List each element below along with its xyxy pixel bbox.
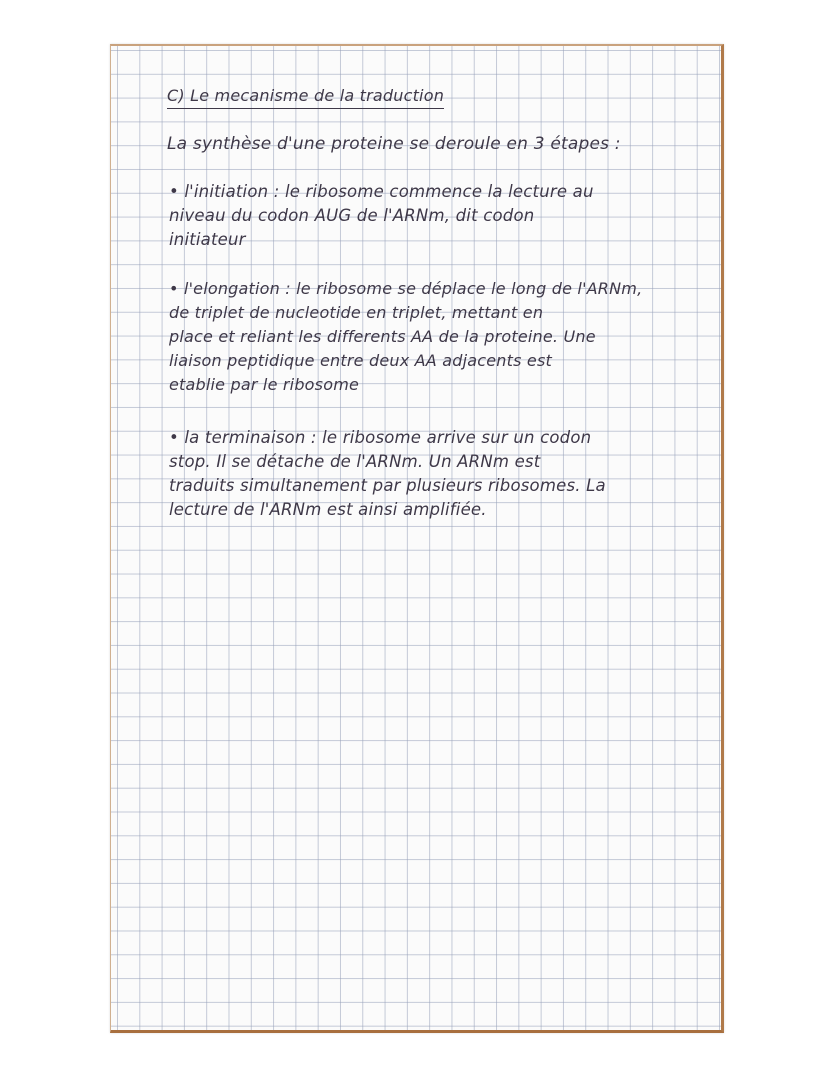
text-line: place et reliant les differents AA de la proteine. Une bbox=[169, 327, 596, 346]
step-termination bbox=[169, 426, 606, 522]
text-line: de triplet de nucleotide en triplet, mettant en bbox=[169, 303, 544, 322]
text-line: • la terminaison : le ribosome arrive sur un codon bbox=[169, 428, 592, 447]
text-line: • l'initiation : le ribosome commence la lecture au bbox=[169, 182, 594, 201]
intro-text: La synthèse d'une proteine se deroule en 3 étapes : bbox=[167, 134, 621, 154]
text-line: stop. Il se détache de l'ARNm. Un ARNm est bbox=[169, 452, 541, 471]
step-elongation bbox=[169, 277, 642, 397]
text-line: • l'elongation : le ribosome se déplace le long de l'ARNm, bbox=[169, 279, 643, 298]
text-line: initiateur bbox=[169, 230, 246, 249]
text-line: etablie par le ribosome bbox=[169, 375, 360, 394]
step-initiation bbox=[169, 180, 594, 252]
text-line: lecture de l'ARNm est ainsi amplifiée. bbox=[169, 500, 487, 519]
section-title: C) Le mecanisme de la traduction bbox=[167, 84, 444, 109]
text-line: traduits simultanement par plusieurs ribosomes. La bbox=[169, 476, 606, 495]
text-line: liaison peptidique entre deux AA adjacents est bbox=[169, 351, 552, 370]
grid-paper-page bbox=[110, 44, 724, 1033]
text-line: niveau du codon AUG de l'ARNm, dit codon bbox=[169, 206, 535, 225]
